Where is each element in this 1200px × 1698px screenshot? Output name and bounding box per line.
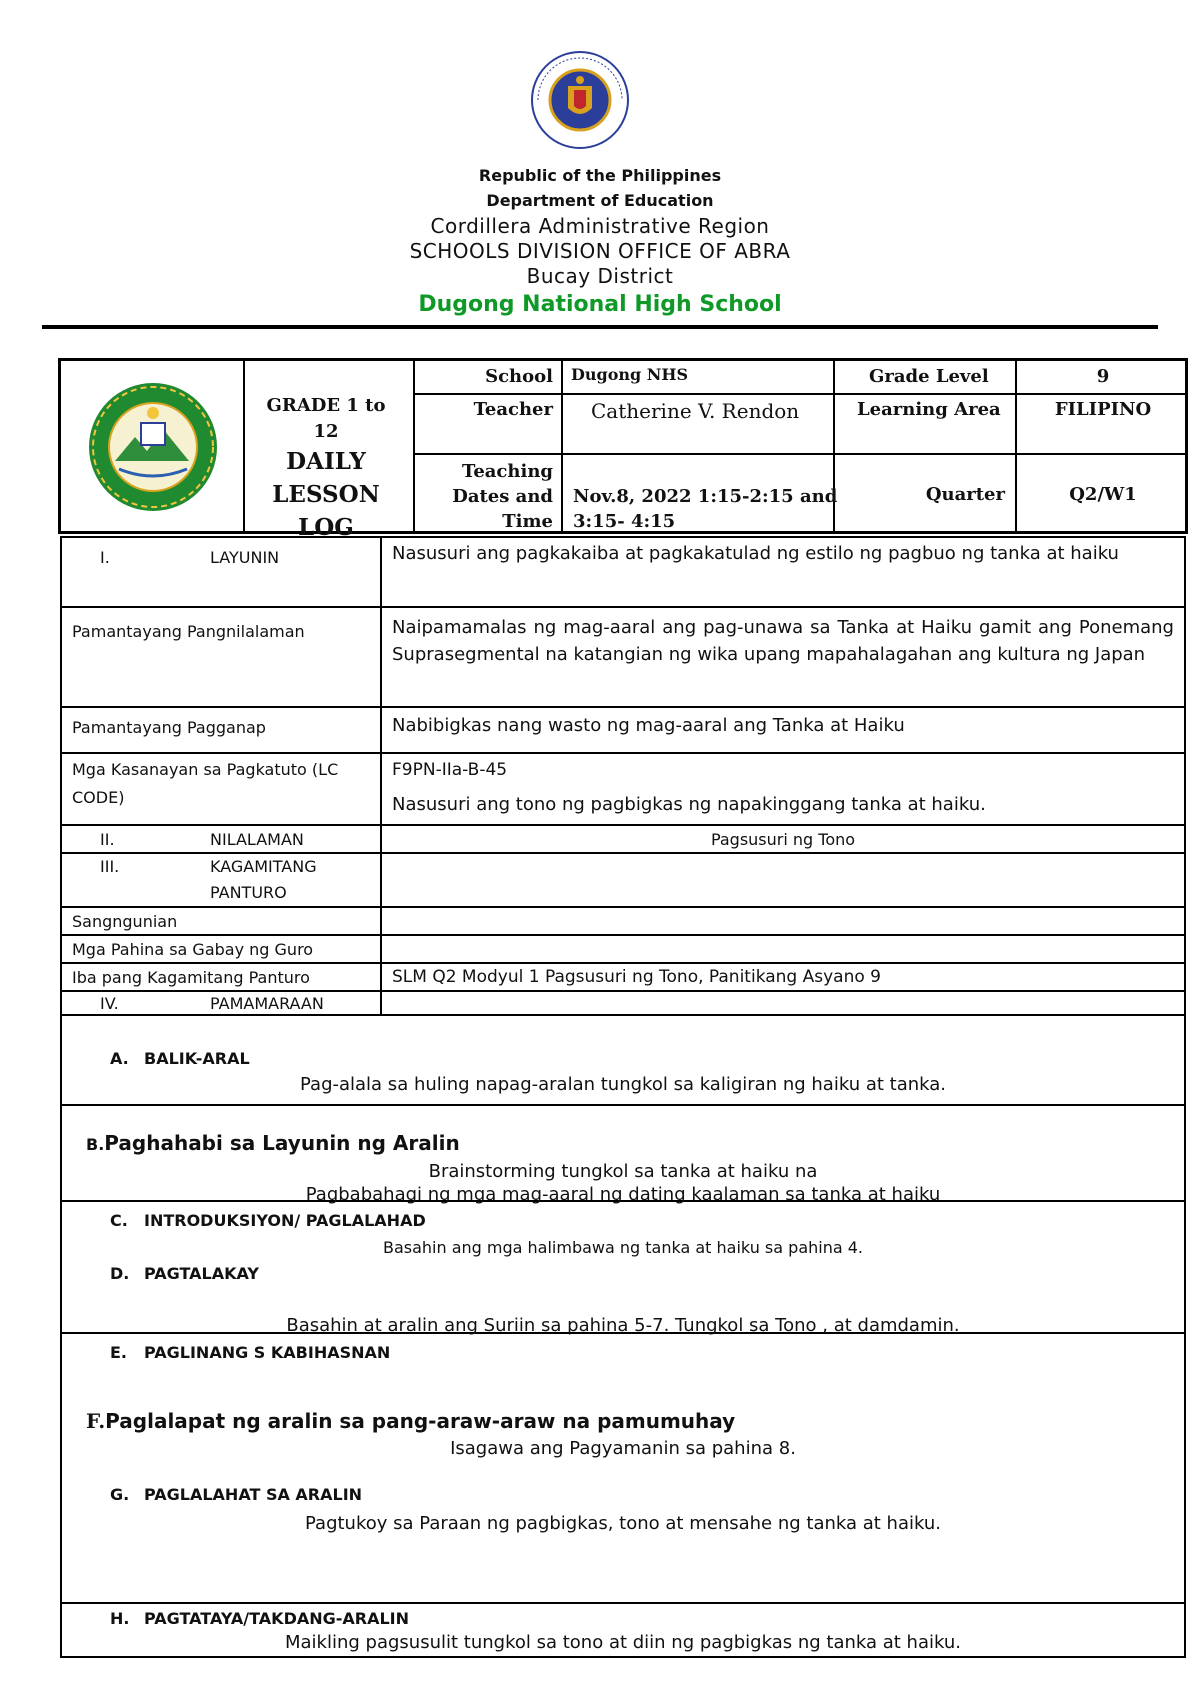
- dates-label-line3: Time: [502, 511, 553, 532]
- dll-title-line1: DAILY: [286, 448, 366, 475]
- dates-label: [415, 459, 553, 534]
- step-text: Pagtukoy sa Paraan ng pagbigkas, tono at mensahe ng tanka at haiku.: [305, 1513, 941, 1534]
- divider: [561, 361, 563, 531]
- row-label: [62, 992, 382, 1014]
- table-row: [60, 964, 1186, 992]
- step-text: Pag-alala sa huling napag-aralan tungkol sa kaligiran ng haiku at tanka.: [300, 1074, 946, 1095]
- letterhead: [0, 162, 1200, 321]
- sanggunian-value: [382, 908, 1184, 934]
- step-text: Basahin at aralin ang Suriin sa pahina 5-7. Tungkol sa Tono , at damdamin.: [286, 1315, 960, 1336]
- step-text-line1: Brainstorming tungkol sa tanka at haiku na: [428, 1161, 818, 1182]
- dates-label-line1: Teaching: [461, 461, 553, 482]
- procedure-a: [60, 1016, 1186, 1106]
- row-number: IV.: [100, 994, 119, 1013]
- gabay-value: [382, 936, 1184, 962]
- teacher-value: Catherine V. Rendon: [591, 399, 800, 423]
- dll-title-line2: LESSON: [272, 481, 380, 508]
- step-label: PAGTATAYA/TAKDANG-ARALIN: [144, 1609, 410, 1628]
- row-label: [62, 826, 382, 852]
- row-number: I.: [100, 548, 110, 567]
- pagganap-value: Nabibigkas nang wasto ng mag-aaral ang Tanka at Haiku: [392, 715, 905, 736]
- quarter-value: Q2/W1: [1069, 484, 1137, 505]
- kasanayan-value: Nasusuri ang tono ng pagbigkas ng napakinggang tanka at haiku.: [392, 794, 986, 815]
- header-rule: [42, 325, 1158, 329]
- table-row: [60, 826, 1186, 854]
- nilalaman-value: Pagsusuri ng Tono: [710, 830, 856, 849]
- dates-label-line2: Dates and: [452, 486, 553, 507]
- grade-level-label: Grade Level: [869, 366, 989, 387]
- step-label: Paghahabi sa Layunin ng Aralin: [104, 1131, 460, 1155]
- kasanayan-label: Mga Kasanayan sa Pagkatuto (LC CODE): [62, 754, 382, 824]
- row-label: [62, 538, 382, 606]
- procedure-h: [60, 1604, 1186, 1658]
- step-text: Maikling pagsusulit tungkol sa tono at diin ng pagbigkas ng tanka at haiku.: [285, 1632, 961, 1653]
- region-line: Cordillera Administrative Region: [430, 214, 770, 238]
- row-number: III.: [100, 857, 120, 876]
- divider: [243, 361, 245, 531]
- division-line: SCHOOLS DIVISION OFFICE OF ABRA: [409, 239, 791, 263]
- learning-area-label: Learning Area: [857, 399, 1001, 420]
- learning-area-value: FILIPINO: [1054, 399, 1152, 420]
- deped-seal: [530, 50, 630, 150]
- step-key: A.: [110, 1049, 129, 1068]
- pangnilalaman-value: Naipamamalas ng mag-aaral ang pag-unawa sa Tanka at Haiku gamit ang Ponemang Suprasegmental na katangian ng wika upang mapahalagahan ang kultura ng Japan: [392, 617, 1174, 665]
- lc-code: F9PN-IIa-B-45: [392, 760, 508, 780]
- district-line: Bucay District: [526, 264, 674, 288]
- kagamitan-value: [382, 854, 1184, 906]
- kagamitan-label-line2: PANTURO: [210, 883, 287, 902]
- table-row: [60, 854, 1186, 908]
- row-number: II.: [100, 830, 115, 849]
- dates-value-line2: 3:15- 4:15: [573, 511, 676, 532]
- step-key: B.: [86, 1135, 105, 1154]
- school-value: Dugong NHS: [571, 365, 689, 384]
- table-row: [60, 708, 1186, 754]
- step-key: F.: [86, 1409, 106, 1433]
- step-label: PAGLINANG S KABIHASNAN: [144, 1343, 391, 1362]
- table-row: [60, 936, 1186, 964]
- iba-value: SLM Q2 Modyul 1 Pagsusuri ng Tono, Panitikang Asyano 9: [392, 967, 881, 987]
- row-label: [62, 854, 382, 906]
- table-row: [60, 536, 1186, 608]
- divider: [413, 453, 1185, 455]
- pamamaraan-value: [382, 992, 1184, 1014]
- table-row: [60, 992, 1186, 1016]
- table-row: [60, 908, 1186, 936]
- step-label: Paglalapat ng aralin sa pang-araw-araw na pamumuhay: [105, 1409, 736, 1433]
- divider: [413, 393, 1185, 395]
- info-box: [58, 358, 1188, 541]
- pangnilalaman-label: Pamantayang Pangnilalaman: [62, 608, 382, 706]
- kasanayan-cell: [382, 754, 1184, 824]
- pamamaraan-label: PAMAMARAAN: [210, 994, 324, 1013]
- layunin-label: LAYUNIN: [210, 548, 280, 567]
- step-key: E.: [110, 1343, 128, 1362]
- nilalaman-label: NILALAMAN: [210, 830, 304, 849]
- sanggunian-label: Sangngunian: [62, 908, 382, 934]
- quarter-label: Quarter: [925, 484, 1005, 505]
- dll-title: [251, 393, 401, 544]
- dll-title-line3: LOG: [298, 514, 354, 541]
- department-line: Department of Education: [486, 191, 714, 210]
- teacher-label: Teacher: [473, 399, 553, 420]
- step-key: G.: [110, 1485, 130, 1504]
- layunin-value: Nasusuri ang pagkakaiba at pagkakatulad ng estilo ng pagbuo ng tanka at haiku: [392, 543, 1119, 564]
- dates-value-line1: Nov.8, 2022 1:15-2:15 and: [573, 486, 838, 507]
- table-row: [60, 608, 1186, 708]
- procedure-e-g: [60, 1334, 1186, 1604]
- step-label: PAGLALAHAT SA ARALIN: [144, 1485, 363, 1504]
- table-row: [60, 754, 1186, 826]
- procedure-c-d: [60, 1202, 1186, 1334]
- school-logo: [85, 379, 221, 515]
- step-text: Isagawa ang Pagyamanin sa pahina 8.: [450, 1438, 796, 1459]
- step-key: H.: [110, 1609, 130, 1628]
- procedure-b: [60, 1106, 1186, 1205]
- grade-caption: GRADE 1 to 12: [266, 395, 386, 442]
- iba-label: Iba pang Kagamitang Panturo: [62, 964, 382, 990]
- step-key: C.: [110, 1211, 128, 1230]
- step-text-line2: Pagbabahagi ng mga mag-aaral ng dating kaalaman sa tanka at haiku: [305, 1184, 941, 1205]
- step-label: PAGTALAKAY: [144, 1264, 259, 1283]
- school-name: Dugong National High School: [418, 292, 782, 317]
- pagganap-label: Pamantayang Pagganap: [62, 708, 382, 752]
- grade-level-value: 9: [1096, 366, 1110, 387]
- step-key: D.: [110, 1264, 130, 1283]
- dates-value: [573, 484, 837, 534]
- republic-line: Republic of the Philippines: [478, 166, 722, 185]
- step-label: BALIK-ARAL: [144, 1049, 250, 1068]
- gabay-label: Mga Pahina sa Gabay ng Guro: [62, 936, 382, 962]
- kagamitan-label-line1: KAGAMITANG: [210, 857, 317, 876]
- step-text: Basahin ang mga halimbawa ng tanka at haiku sa pahina 4.: [382, 1238, 863, 1257]
- school-label: School: [485, 366, 553, 387]
- step-label: INTRODUKSIYON/ PAGLALAHAD: [144, 1211, 426, 1230]
